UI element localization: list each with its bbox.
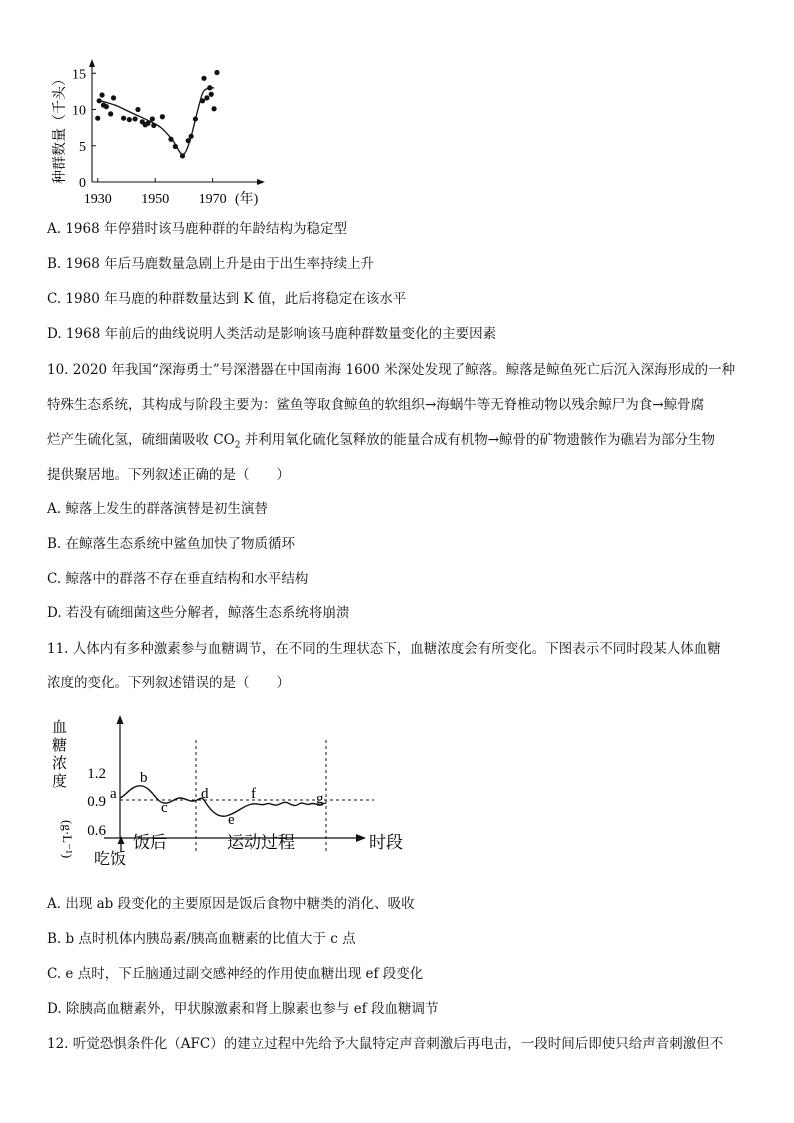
q10-stem-line4: 提供聚居地。下列叙述正确的是（ ）: [47, 467, 290, 483]
chart2-ylabel-char: 糖: [52, 736, 68, 754]
q10-stem-line3: 烂产生硫化氢，硫细菌吸收 $CO_2$ 并利用氧化硫化氢释放的能量合成有机物→鲸骨的矿物遗骸作为礁岩为部分生物: [47, 432, 716, 451]
q11-option-c: C. e 点时，下丘脑通过副交感神经的作用使血糖出现 ef 段变化: [47, 966, 424, 982]
chart1-x-arrow: [257, 179, 265, 185]
chart1-y-arrow: [89, 59, 95, 67]
chart2-segment-labels: [133, 833, 403, 853]
chart1-point: [108, 111, 113, 116]
chart2-x-arrow: [356, 834, 366, 842]
q9-option-a: A. 1968 年停猎时该马鹿种群的年龄结构为稳定型: [47, 221, 347, 237]
population-chart: [44, 56, 274, 211]
chart1-x-tick-label: 1930: [83, 192, 112, 207]
chart2-point-g: g: [316, 791, 324, 807]
q10-stem-line2: 特殊生态系统，其构成与阶段主要为：鲨鱼等取食鲸鱼的软组织→海蜗牛等无脊椎动物以残余鲸尸为食→鲸骨腐: [47, 397, 705, 413]
chart2-point-e: e: [228, 812, 235, 828]
chart1-point: [104, 104, 109, 109]
chart1-y-tick-label: 15: [72, 67, 86, 83]
q10-option-d: D. 若没有硫细菌这些分解者，鲸落生态系统将崩溃: [47, 605, 350, 621]
q10-stem-line1: 10. 2020 年我国“深海勇士”号深潜器在中国南海 1600 米深处发现了鲸落。鲸落是鲸鱼死亡后沉入深海形成的一种: [47, 362, 736, 378]
chart1-point: [214, 70, 219, 75]
q11-option-d: D. 除胰高血糖素外，甲状腺激素和肾上腺素也参与 ef 段血糖调节: [47, 1001, 439, 1017]
chart1-point: [121, 116, 126, 121]
chart2-y-tick-label: 0.6: [87, 823, 106, 839]
q11-stem-line1: 11. 人体内有多种激素参与血糖调节，在不同的生理状态下，血糖浓度会有所变化。下图表示不同时段某人体血糖: [47, 641, 721, 657]
chart1-xlabel: (年): [235, 192, 259, 207]
chart2-point-a: a: [110, 786, 117, 802]
chart1-point: [95, 116, 100, 121]
chart2-ylabel: [52, 718, 67, 790]
q10-option-c: C. 鲸落中的群落不存在垂直结构和水平结构: [47, 571, 309, 587]
chart1-ylabel: 种群数量（千头）: [53, 72, 68, 184]
chart1-point: [204, 95, 209, 100]
chart2-start-label: 吃饭: [94, 849, 127, 868]
chart1-x-tick-label: 1950: [141, 192, 170, 207]
q10-option-a: A. 鲸落上发生的群落演替是初生演替: [47, 501, 268, 517]
chart2-ylabel-char: 度: [52, 772, 68, 790]
chart2-y-tick-label: 1.2: [87, 766, 106, 782]
chart1-point: [99, 92, 104, 97]
chart1-x-tick-label: 1970: [198, 192, 227, 207]
q9-option-c: C. 1980 年马鹿的种群数量达到 K 值，此后将稳定在该水平: [47, 291, 407, 307]
blood-glucose-chart: [44, 712, 424, 872]
q11-option-a: A. 出现 ab 段变化的主要原因是饭后食物中糖类的消化、吸收: [47, 896, 415, 912]
chart1-y-tick-label: 5: [79, 139, 86, 155]
q11-option-b: B. b 点时机体内胰岛素/胰高血糖素的比值大于 c 点: [47, 931, 356, 947]
chart1-y-tick-label: 10: [72, 103, 86, 119]
chart2-ylabel-char: 浓: [52, 754, 68, 772]
q10-option-b: B. 在鲸落生态系统中鲨鱼加快了物质循环: [47, 536, 296, 552]
chart1-point: [127, 117, 132, 122]
chart2-point-f: f: [251, 786, 256, 802]
chart2-segment-label: 运动过程: [227, 833, 295, 853]
chart2-glucose-curve: [120, 786, 326, 816]
q12-stem-line1: 12. 听觉恐惧条件化（AFC）的建立过程中先给予大鼠特定声音刺激后再电击，一段时间后即使只给声音刺激但不: [47, 1036, 724, 1052]
chart1-y-tick-label: 0: [79, 176, 86, 191]
chart2-ylabel-unit: (g·L⁻¹): [60, 820, 75, 859]
chart1-point: [160, 114, 165, 119]
chart1-point: [132, 116, 137, 121]
chart2-point-d: d: [201, 786, 209, 802]
chart2-y-tick-label: 0.9: [87, 794, 106, 810]
chart2-y-arrow: [117, 715, 124, 724]
chart1-point: [111, 95, 116, 100]
chart1-points: [95, 70, 219, 159]
chart1-point: [201, 76, 206, 81]
chart2-segment-label: 时段: [369, 833, 403, 853]
q9-option-b: B. 1968 年后马鹿数量急剧上升是由于出生率持续上升: [47, 256, 375, 272]
chart1-point: [150, 116, 155, 121]
chart2-point-labels: [110, 770, 324, 828]
chart2-start-arrowhead: [118, 836, 125, 844]
chart1-point: [135, 107, 140, 112]
chart2-ylabel-char: 血: [52, 718, 68, 736]
chart1-point: [211, 106, 216, 111]
chart2-segment-label: 饭后: [133, 833, 167, 853]
chart2-point-b: b: [140, 770, 148, 786]
q11-stem-line2: 浓度的变化。下列叙述错误的是（ ）: [47, 675, 290, 691]
q9-option-d: D. 1968 年前后的曲线说明人类活动是影响该马鹿种群数量变化的主要因素: [47, 326, 497, 342]
chart2-point-c: c: [161, 800, 168, 816]
chart2-y-ticks: [87, 766, 106, 839]
chart1-point: [209, 92, 214, 97]
